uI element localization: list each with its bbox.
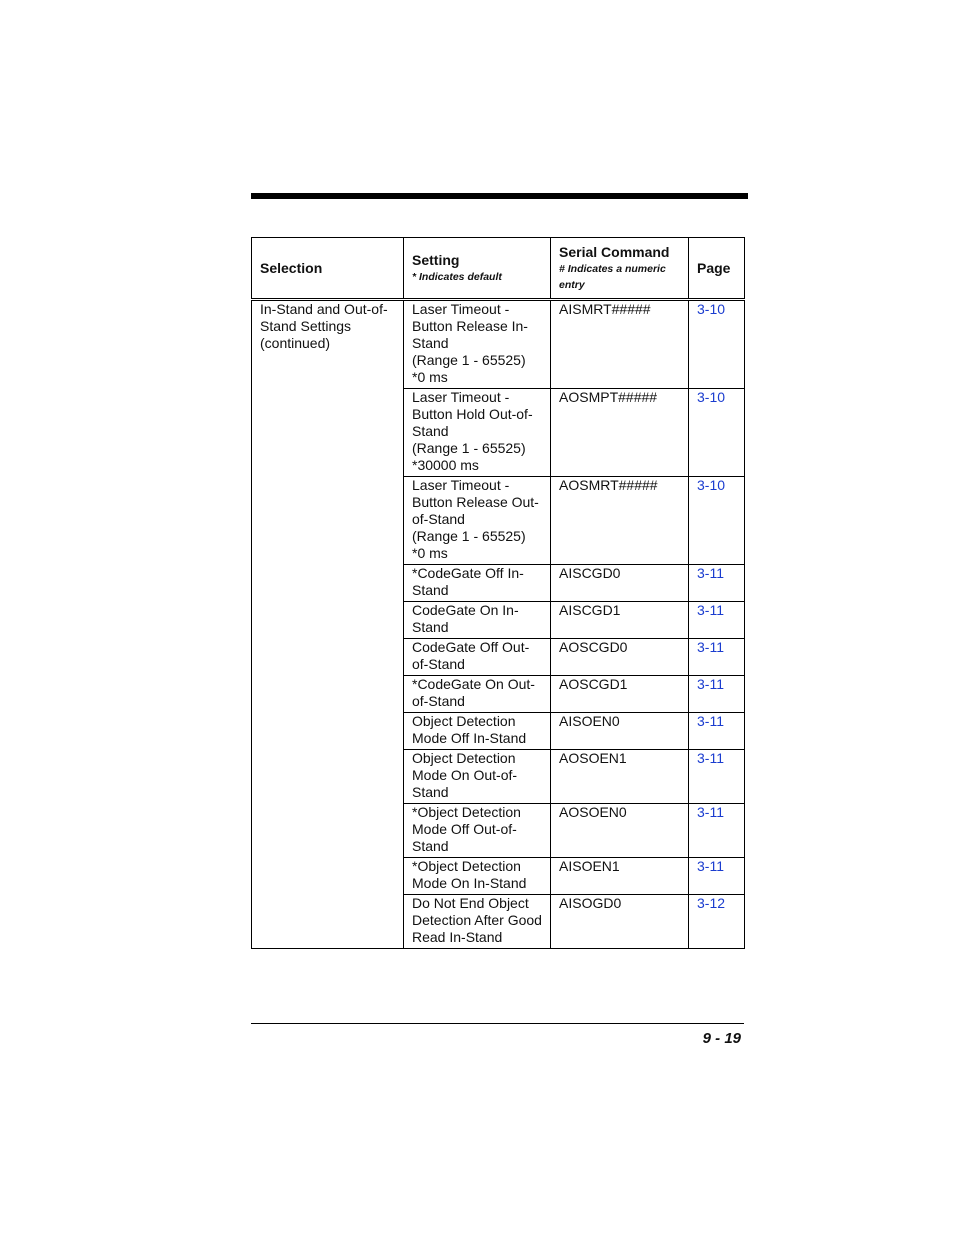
setting-cell: CodeGate On In-Stand [404, 602, 551, 639]
page-link[interactable]: 3-11 [689, 676, 745, 713]
setting-cell: Do Not End Object Detection After Good Read In-Stand [404, 895, 551, 949]
command-cell: AOSMRT##### [551, 477, 689, 565]
page-link[interactable]: 3-11 [689, 713, 745, 750]
page-link[interactable]: 3-10 [689, 300, 745, 389]
command-cell: AISOGD0 [551, 895, 689, 949]
page-link[interactable]: 3-11 [689, 750, 745, 804]
command-cell: AISCGD1 [551, 602, 689, 639]
bottom-rule [251, 1023, 744, 1024]
setting-cell: *Object Detection Mode On In-Stand [404, 858, 551, 895]
setting-cell: Object Detection Mode Off In-Stand [404, 713, 551, 750]
command-cell: AISOEN1 [551, 858, 689, 895]
command-cell: AISOEN0 [551, 713, 689, 750]
table-body [252, 300, 745, 949]
header-serial-note: # Indicates a numeric entry [559, 262, 666, 291]
selection-group-cell: In-Stand and Out-of-Stand Settings (continued) [252, 300, 404, 949]
setting-cell: *CodeGate On Out-of-Stand [404, 676, 551, 713]
command-cell: AOSCGD1 [551, 676, 689, 713]
command-cell: AOSOEN1 [551, 750, 689, 804]
top-rule [251, 193, 748, 199]
setting-cell: Object Detection Mode On Out-of-Stand [404, 750, 551, 804]
page-link[interactable]: 3-11 [689, 565, 745, 602]
table-header-row [252, 238, 745, 300]
command-cell: AISMRT##### [551, 300, 689, 389]
header-serial-label: Serial Command [559, 243, 670, 260]
table-row [252, 300, 745, 389]
header-selection: Selection [252, 238, 404, 300]
command-cell: AOSOEN0 [551, 804, 689, 858]
page-link[interactable]: 3-11 [689, 804, 745, 858]
page-link[interactable]: 3-10 [689, 477, 745, 565]
page-link[interactable]: 3-11 [689, 639, 745, 676]
header-page: Page [689, 238, 745, 300]
setting-cell: Laser Timeout - Button Release In-Stand (Range 1 - 65525) *0 ms [404, 300, 551, 389]
setting-cell: *CodeGate Off In-Stand [404, 565, 551, 602]
setting-cell: CodeGate Off Out-of-Stand [404, 639, 551, 676]
command-cell: AISCGD0 [551, 565, 689, 602]
page-number: 9 - 19 [702, 1030, 741, 1047]
page-link[interactable]: 3-10 [689, 389, 745, 477]
command-cell: AOSCGD0 [551, 639, 689, 676]
setting-cell: *Object Detection Mode Off Out-of-Stand [404, 804, 551, 858]
page-link[interactable]: 3-11 [689, 858, 745, 895]
page-link[interactable]: 3-12 [689, 895, 745, 949]
page-link[interactable]: 3-11 [689, 602, 745, 639]
header-setting-note: * Indicates default [412, 270, 502, 283]
command-cell: AOSMPT##### [551, 389, 689, 477]
setting-cell: Laser Timeout - Button Hold Out-of-Stand (Range 1 - 65525) *30000 ms [404, 389, 551, 477]
setting-cell: Laser Timeout - Button Release Out-of-Stand (Range 1 - 65525) *0 ms [404, 477, 551, 565]
header-setting [404, 238, 551, 300]
header-serial-command [551, 238, 689, 300]
settings-table [251, 237, 745, 949]
header-setting-label: Setting [412, 251, 460, 268]
